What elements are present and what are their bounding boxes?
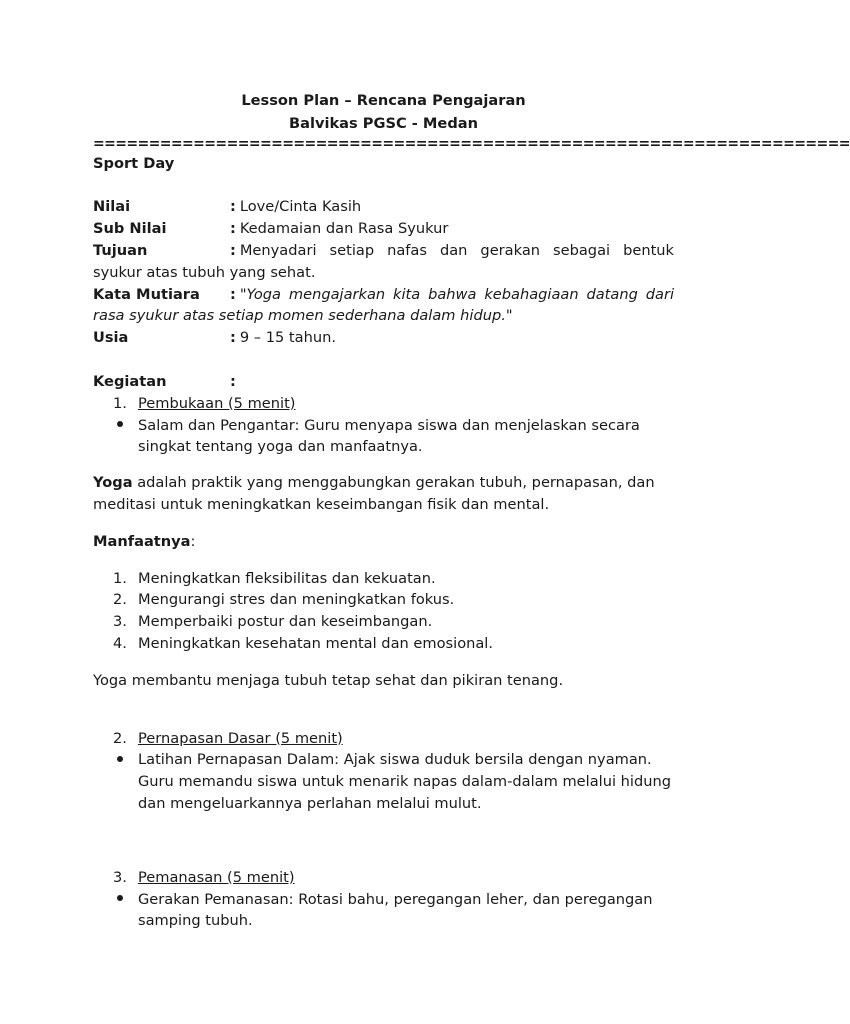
bullet-icon [93,415,138,459]
lesson-plan [93,90,850,932]
tujuan-row [93,240,674,284]
bullet-icon [93,749,138,814]
colon: : [230,285,236,303]
list-text: Memperbaiki postur dan keseimbangan. [138,613,433,631]
separator-line: ==================================================================== [93,135,850,152]
nilai-label: Nilai [93,198,131,216]
section-number: 1. [113,394,127,412]
section-3-heading [93,867,674,889]
usia-label: Usia [93,329,129,347]
kata-mutiara-value: "Yoga mengajarkan kita bahwa kebahagiaan datang dari rasa syukur atas setiap momen sederhana dalam hidup." [93,285,674,325]
kegiatan-label: Kegiatan [93,372,167,390]
doc-subtitle: Balvikas PGSC - Medan [288,114,479,132]
section-1-heading [93,393,674,415]
doc-title: Lesson Plan – Rencana Pengajaran [241,92,526,109]
section-1-bullet [93,415,674,459]
yoga-bold: Yoga [93,474,133,492]
manfaat-list [93,568,674,655]
list-text: Meningkatkan fleksibilitas dan kekuatan. [138,569,436,587]
topic-heading: Sport Day [93,154,175,172]
manfaat-heading [93,531,674,553]
list-item [93,589,674,611]
nilai-row [93,196,674,218]
section-title: Pernapasan Dasar (5 menit) [138,729,343,747]
kata-mutiara-label: Kata Mutiara [93,285,200,303]
manfaat-colon: : [190,532,196,550]
nilai-value: Love/Cinta Kasih [239,198,362,216]
bullet-text: Latihan Pernapasan Dalam: Ajak siswa duduk bersila dengan nyaman. Guru memandu siswa untuk menarik napas dalam-dalam melalui hidung dan mengeluarkannya perlahan melalui mulut. [138,751,671,812]
section-2-bullet [93,749,674,814]
subnilai-value: Kedamaian dan Rasa Syukur [239,220,449,238]
list-item [93,633,674,655]
usia-value: 9 – 15 tahun. [239,329,336,347]
bullet-icon [93,889,138,933]
kata-mutiara-row [93,284,674,328]
list-text: Mengurangi stres dan meningkatkan fokus. [138,591,455,609]
list-text: Meningkatkan kesehatan mental dan emosional. [138,634,494,652]
bullet-text: Gerakan Pemanasan: Rotasi bahu, peregangan leher, dan peregangan samping tubuh. [138,890,653,930]
section-2-heading [93,728,674,750]
bullet-text: Salam dan Pengantar: Guru menyapa siswa dan menjelaskan secara singkat tentang yoga dan manfaatnya. [138,416,640,456]
usia-row [93,327,674,349]
colon: : [230,372,236,390]
kegiatan-row [93,371,674,393]
subnilai-label: Sub Nilai [93,220,167,238]
colon: : [230,220,236,238]
colon: : [230,241,236,259]
manfaat-label: Manfaatnya [93,532,191,550]
list-number: 4. [113,634,127,652]
list-number: 2. [113,591,127,609]
section-title: Pemanasan (5 menit) [138,868,295,886]
section-title: Pembukaan (5 menit) [138,394,296,412]
yoga-text: adalah praktik yang menggabungkan gerakan tubuh, pernapasan, dan meditasi untuk meningkatkan keseimbangan fisik dan mental. [93,474,655,513]
subnilai-row [93,218,674,240]
list-item [93,568,674,590]
colon: : [230,329,236,347]
section-number: 3. [113,868,127,886]
list-number: 3. [113,613,127,631]
tujuan-label: Tujuan [93,241,148,259]
yoga-paragraph [93,472,674,516]
closing-paragraph: Yoga membantu menjaga tubuh tetap sehat dan pikiran tenang. [93,671,564,689]
section-number: 2. [113,729,127,747]
list-number: 1. [113,569,127,587]
list-item [93,611,674,633]
section-3-bullet [93,889,674,933]
tujuan-value: Menyadari setiap nafas dan gerakan sebagai bentuk syukur atas tubuh yang sehat. [93,241,674,281]
colon: : [230,198,236,216]
